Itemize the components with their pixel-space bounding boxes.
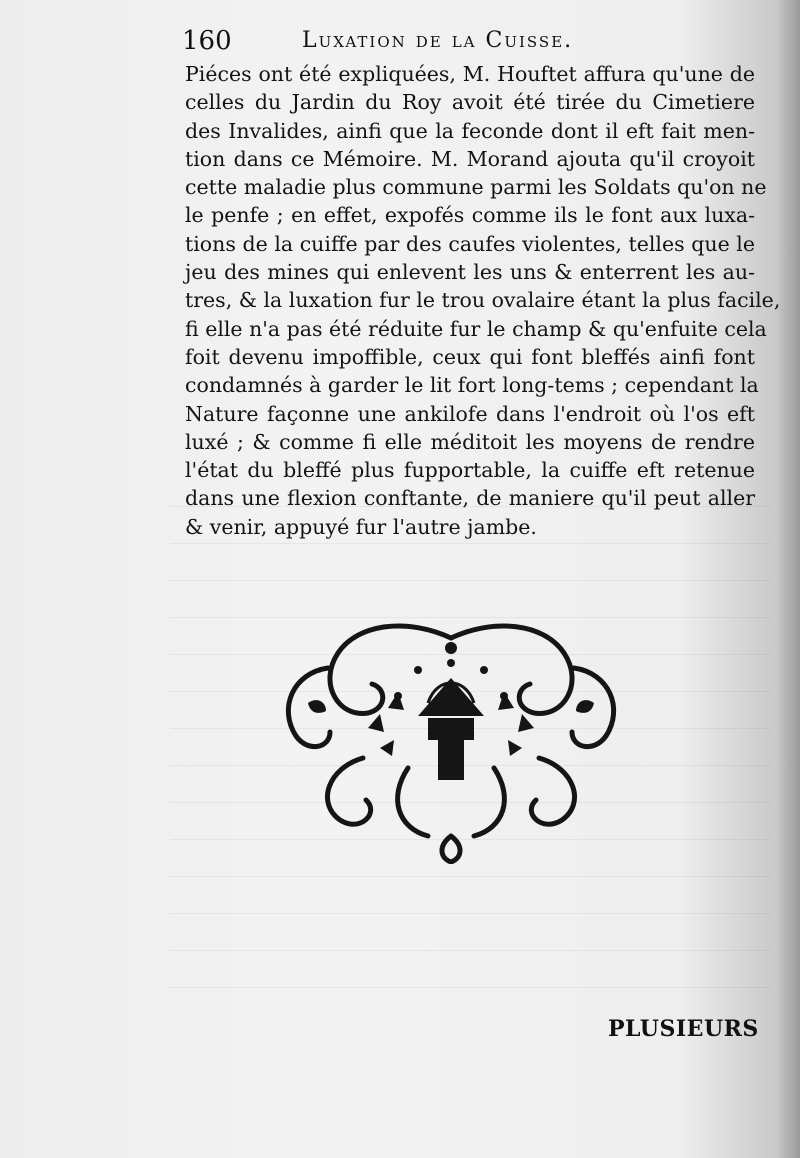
text-line: jeu des mines qui enlevent les uns & enterrent les au- — [185, 260, 755, 285]
text-line: cette maladie plus commune parmi les Soldats qu'on ne — [185, 175, 767, 200]
text-line: des Invalides, ainfi que la feconde dont il eft fait men- — [185, 118, 755, 143]
text-line: l'état du bleffé plus fupportable, la cuiffe eft retenue — [185, 458, 755, 483]
text-line: luxé ; & comme fi elle méditoit les moyens de rendre — [185, 429, 755, 454]
text-line: condamnés à garder le lit fort long-tems ; cependant la — [185, 373, 759, 398]
text-line: & venir, appuyé fur l'autre jambe. — [185, 514, 537, 539]
text-line: fi elle n'a pas été réduite fur le champ & qu'enfuite cela — [185, 316, 767, 341]
text-line: Piéces ont été expliquées, M. Houftet affura qu'une de — [185, 62, 755, 86]
text-line: tion dans ce Mémoire. M. Morand ajouta qu'il croyoit — [185, 146, 755, 171]
text-line: le penfe ; en effet, expofés comme ils le font aux luxa- — [185, 203, 755, 228]
text-line: celles du Jardin du Roy avoit été tirée du Cimetiere — [185, 90, 755, 115]
text-line: tions de la cuiffe par des caufes violentes, telles que le — [185, 231, 755, 256]
page-header — [182, 24, 762, 58]
page-number: 160 — [182, 26, 232, 56]
text-line: Nature façonne une ankilofe dans l'endroit où l'os eft — [185, 401, 755, 426]
fleuron-ornament-icon — [268, 608, 634, 864]
body-text — [185, 60, 781, 541]
running-title: Luxation de la Cuisse. — [302, 28, 574, 53]
catchword: PLUSIEURS — [608, 1016, 759, 1042]
text-line: dans une flexion conftante, de maniere qu'il peut aller — [185, 486, 755, 511]
text-line: tres, & la luxation fur le trou ovalaire étant la plus facile, — [185, 288, 781, 313]
text-line: foit devenu impoffible, ceux qui font bleffés ainfi font — [185, 344, 755, 369]
